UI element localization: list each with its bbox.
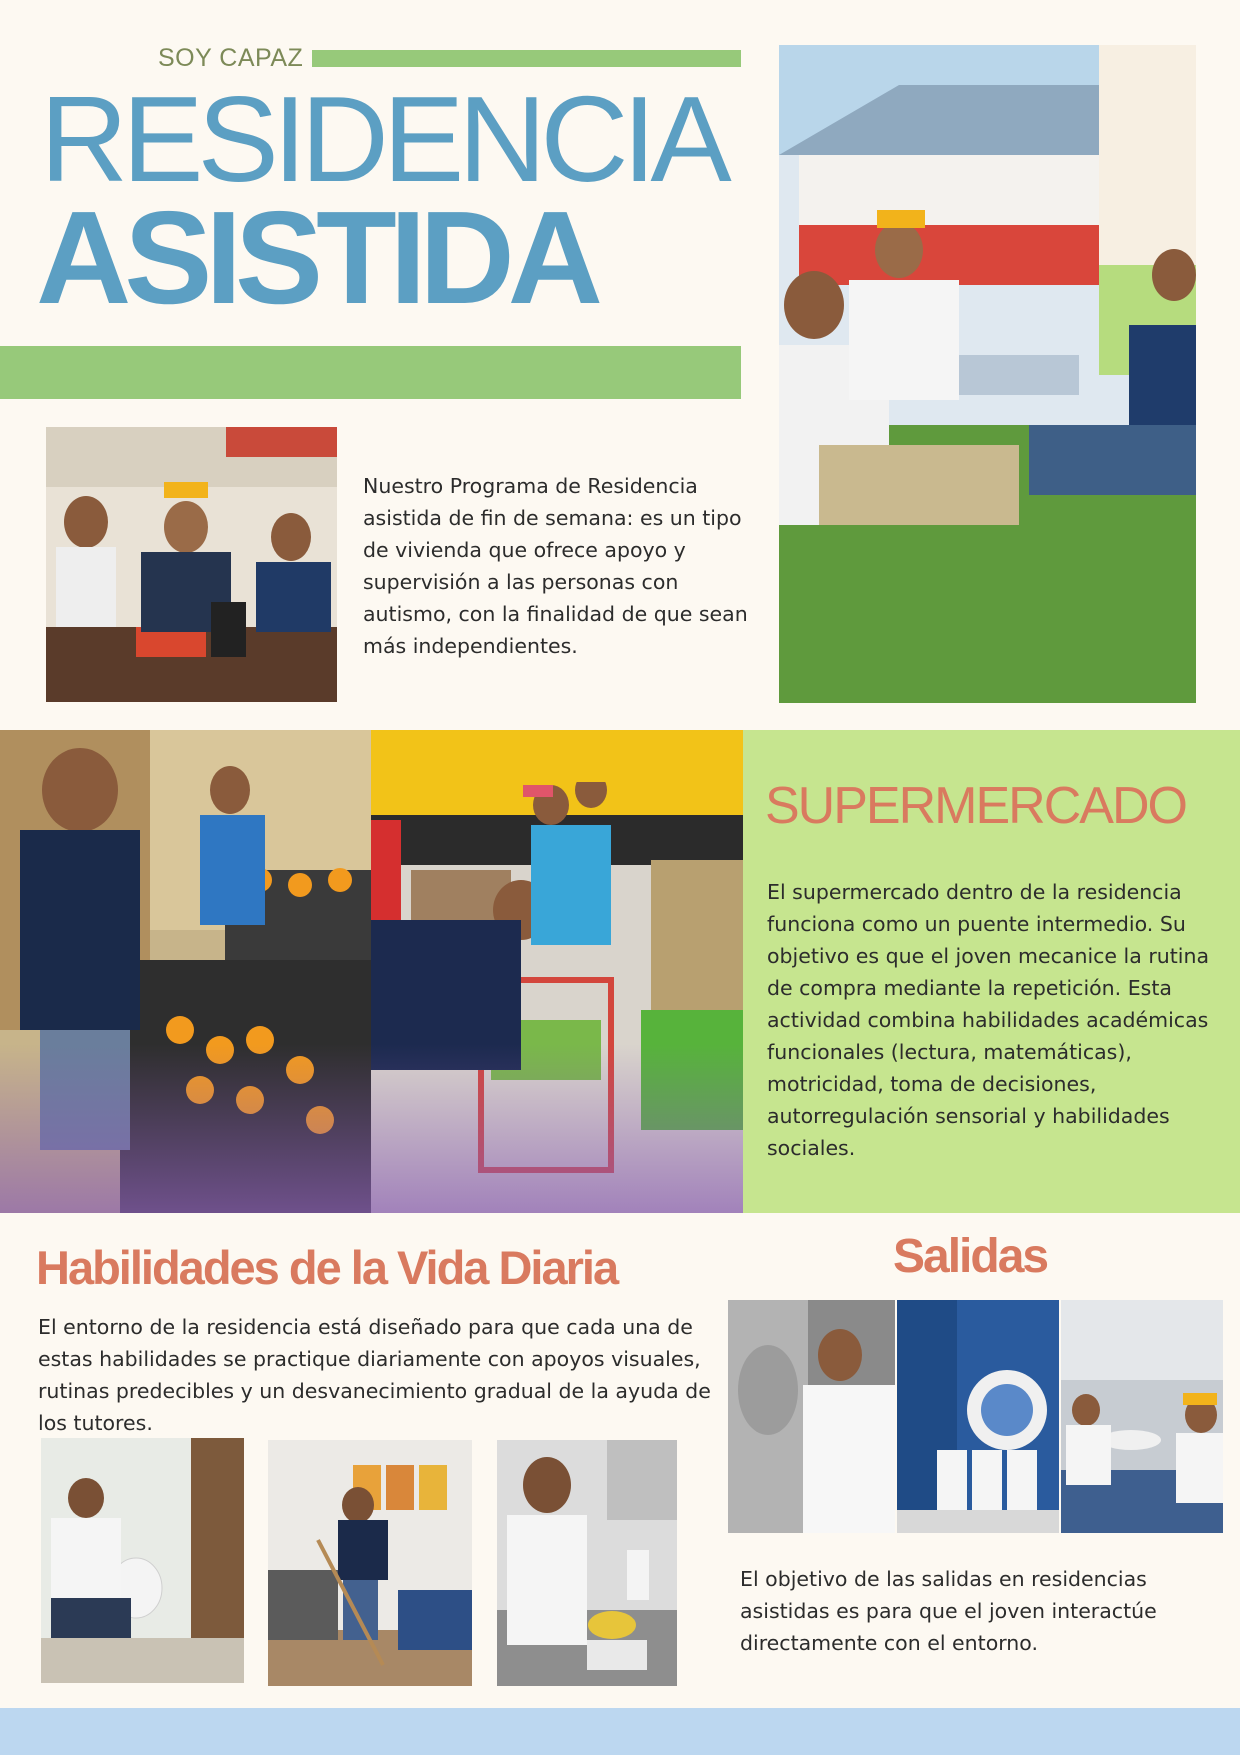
habilidades-title: Habilidades de la Vida Diaria [36, 1241, 618, 1294]
title-line-1: RESIDENCIA [40, 71, 726, 207]
photo-outdoor-kiosk [779, 45, 1196, 703]
photo-cutting-pineapple [497, 1440, 677, 1686]
photo-supermarket-cart [371, 730, 743, 1213]
photo-salidas-portrait [728, 1300, 895, 1533]
photo-salidas-exhibit [897, 1300, 1059, 1533]
photo-salidas-table [1061, 1300, 1223, 1533]
title-underline-bar [0, 346, 741, 399]
photo-sweeping-floor [268, 1440, 472, 1686]
photo-supermarket-oranges [0, 730, 371, 1213]
salidas-title: Salidas [893, 1230, 1048, 1283]
title-line-2: ASISTIDA [36, 184, 597, 331]
photo-cleaning-toilet [41, 1438, 244, 1683]
footer-bar [0, 1708, 1240, 1755]
tagline: SOY CAPAZ [158, 44, 304, 72]
tagline-bar [312, 50, 741, 67]
habilidades-paragraph: El entorno de la residencia está diseñado para que cada una de estas habilidades se practique diariamente con apoyos visuales, rutinas predecibles y un desvanecimiento gradual de la ayuda de los tutores. [38, 1315, 711, 1435]
supermercado-title: SUPERMERCADO [765, 777, 1186, 835]
photo-restaurant-group [46, 427, 337, 702]
intro-paragraph: Nuestro Programa de Residencia asistida de fin de semana: es un tipo de vivienda que ofrece apoyo y supervisión a las personas con autismo, con la finalidad de que sean más independientes. [363, 474, 748, 658]
salidas-paragraph: El objetivo de las salidas en residencias asistidas es para que el joven interactúe directamente con el entorno. [740, 1567, 1157, 1655]
supermercado-paragraph: El supermercado dentro de la residencia funciona como un puente intermedio. Su objetivo es que el joven mecanice la rutina de compra mediante la repetición. Esta actividad combina habilidades académicas funcionales (lectura, matemáticas), motricidad, toma de decisiones, autorregulación sensorial y habilidades sociales. [767, 880, 1210, 1160]
